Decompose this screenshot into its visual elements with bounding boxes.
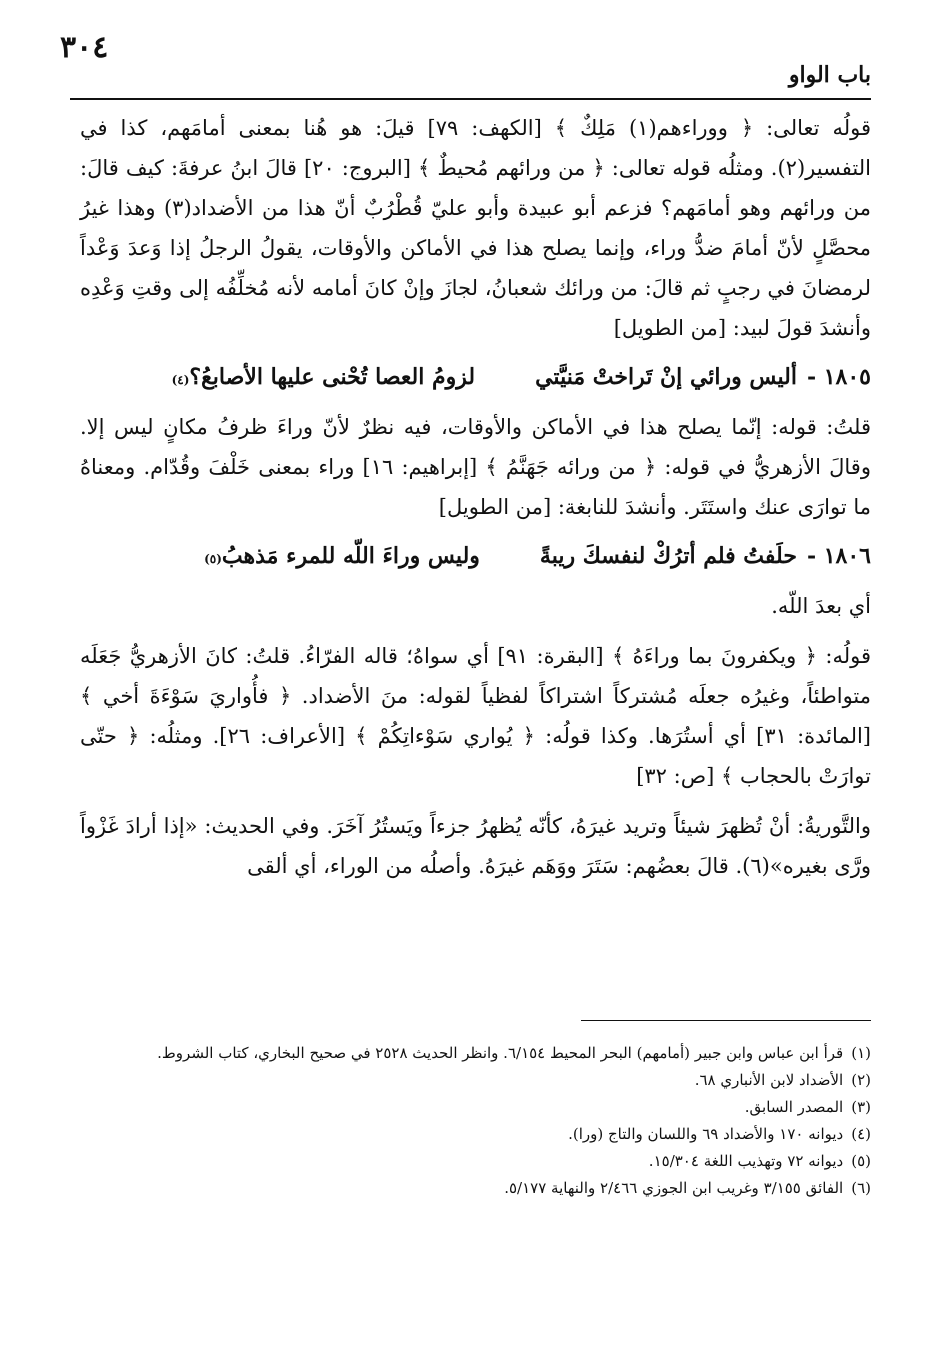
main-text	[80, 108, 871, 886]
footnote-3	[80, 1094, 871, 1121]
footnote-1	[80, 1040, 871, 1067]
footnote-number: (٦)	[851, 1179, 871, 1197]
header-rule	[70, 98, 871, 100]
footnote-number: (٥)	[851, 1152, 871, 1170]
footnote-5	[80, 1148, 871, 1175]
footnote-number: (٢)	[851, 1071, 871, 1089]
paragraph-1: قولُه تعالى: ﴿ ووراءهم(١) مَلِكٌ ﴾ [الكهف: ٧٩] قيلَ: هو هُنا بمعنى أمامَهم، كذا في التفسير(٢). ومثلُه قوله تعالى: ﴿ من ورائهم مُحيطٌ ﴾ [البروج: ٢٠] قالَ ابنُ عرفةَ: كيف قالَ: من ورائهم وهو أمامَهم؟ فزعم أبو عبيدة وأبو عليّ قُطْرُبٌ أنّ هذا من الأضداد(٣) وهذا غيرُ محصَّلٍ لأنّ أمامَ ضدُّ وراء، وإنما يصلح هذا في الأماكن والأوقات، يقولُ الرجلُ إذا وَعدَ وَعْداً لرمضانَ في رجبٍ ثم قالَ: من ورائك شعبانُ، لجازَ وإنْ كانَ أمامه لأنه مُخلِّفُه إلى وقتِ وَعْدِه وأنشدَ قولَ لبيد: [من الطويل]	[80, 116, 871, 340]
paragraph-2: قلتُ: قوله: إنّما يصلح هذا في الأماكن والأوقات، فيه نظرٌ لأنّ وراءَ ظرفُ مكانٍ ليس إلا. وقالَ الأزهريُّ في قوله: ﴿ من ورائه جَهَنَّمُ ﴾ [إبراهيم: ١٦] وراء بمعنى خَلْفَ وقُدّام. ومعناهُ ما توارَى عنك واستَتَر. وأنشدَ للنابغة: [من الطويل]	[80, 415, 871, 519]
verse-1805	[80, 354, 871, 403]
verse-first-hemistich: حلَفتُ فلم أترُكْ لنفسكَ ريبةً	[539, 543, 797, 569]
footnote-text: ديوانه ٧٢ وتهذيب اللغة ١٥/٣٠٤.	[648, 1152, 844, 1170]
verse-number: ١٨٠٦ -	[806, 543, 871, 569]
footnote-4	[80, 1121, 871, 1148]
footnote-2	[80, 1067, 871, 1094]
footnote-number: (٤)	[851, 1125, 871, 1143]
verse-second-hemistich: لزومُ العصا تُحْنى عليها الأصابعُ؟	[189, 364, 476, 390]
verse-first-hemistich: أليس ورائي إنْ تَراختْ مَنيَّتي	[535, 364, 797, 390]
footnote-text: الأضداد لابن الأنباري ٦٨.	[694, 1071, 844, 1089]
paragraph-3: أي بعدَ اللّه.	[771, 594, 871, 618]
footnote-text: الفائق ٣/١٥٥ وغريب ابن الجوزي ٢/٤٦٦ والنهاية ٥/١٧٧.	[504, 1179, 844, 1197]
verse-number: ١٨٠٥ -	[806, 364, 871, 390]
footnote-ref: (٤)	[171, 373, 190, 387]
footnote-rule	[581, 1020, 871, 1021]
footnote-text: قرأ ابن عباس وابن جبير (أمامهم) البحر المحيط ٦/١٥٤. وانظر الحديث ٢٥٢٨ في صحيح البخاري، كتاب الشروط.	[157, 1044, 844, 1062]
verse-1806	[80, 533, 871, 582]
footnote-text: المصدر السابق.	[744, 1098, 844, 1116]
footnote-number: (١)	[851, 1044, 871, 1062]
footnote-ref: (٥)	[204, 552, 222, 566]
footnote-number: (٣)	[851, 1098, 871, 1116]
page-number: ٣٠٤	[60, 30, 109, 65]
footnotes	[80, 1040, 871, 1202]
footnote-6	[80, 1175, 871, 1202]
paragraph-5: والتَّوريةُ: أنْ تُظهرَ شيئاً وتريد غيرَهُ، كأنّه يُظهرُ جزءاً ويَستُرُ آخَرَ. وفي الحديث: «إذا أرادَ غَزْواً ورَّى بغيره»(٦). قالَ بعضُهم: سَتَرَ ووَهَم غيرَهُ. وأصلُه من الوراء، أي ألقى	[80, 814, 872, 878]
paragraph-4: قولُه: ﴿ ويكفرونَ بما وراءَهُ ﴾ [البقرة: ٩١] أي سواهُ؛ قاله الفرّاءُ. قلتُ: كانَ الأزهريُّ جَعَلَه متواطئاً، وغيرُه جعلَه مُشتركاً اشتراكاً لفظياً لقوله: منَ الأضداد. ﴿ فأُواريَ سَوْءَةَ أخي ﴾ [المائدة: ٣١] أي أستُرَها. وكذا قولُه: ﴿ يُواري سَوْءاتِكُمْ ﴾ [الأعراف: ٢٦]. ومثلُه: ﴿ حتّى توارَتْ بالحجاب ﴾ [ص: ٣٢]	[80, 644, 871, 788]
verse-second-hemistich: وليس وراءَ اللّه للمرء مَذهبُ	[221, 543, 480, 569]
footnote-text: ديوانه ١٧٠ والأضداد ٦٩ واللسان والتاج (ورا).	[568, 1125, 844, 1143]
running-head: باب الواو	[788, 62, 871, 88]
